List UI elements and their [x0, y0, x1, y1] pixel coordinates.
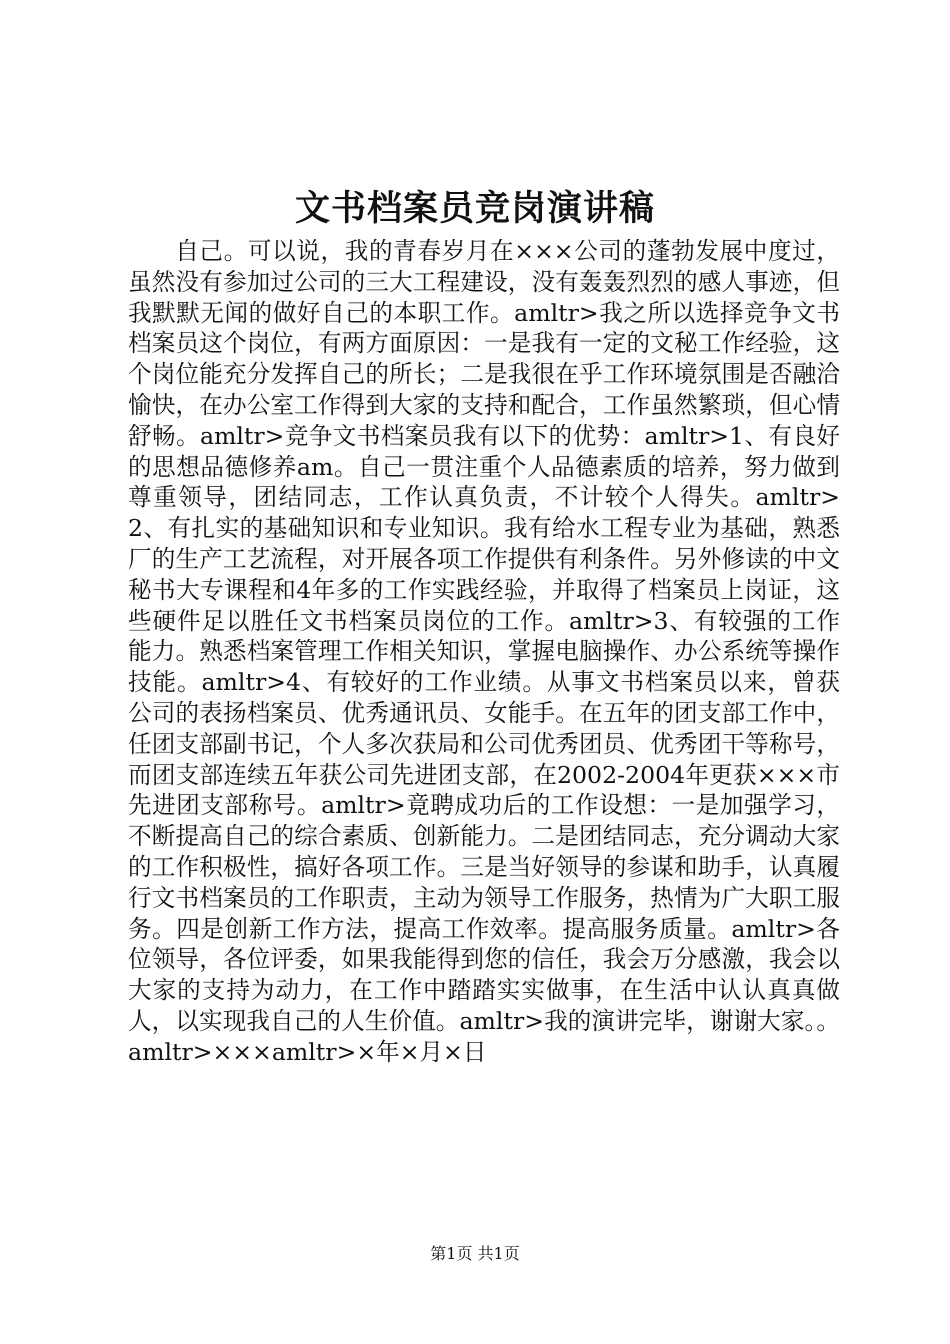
page-footer: 第1页 共1页: [430, 1244, 520, 1263]
document-body: 自己。可以说，我的青春岁月在×××公司的蓬勃发展中度过，虽然没有参加过公司的三大工程建设，没有轰轰烈烈的感人事迹，但我默默无闻的做好自己的本职工作。amltr>我之所以选择竞争文书档案员这个岗位，有两方面原因：一是我有一定的文秘工作经验，这个岗位能充分发挥自己的所长；二是我很在乎工作环境氛围是否融洽愉快，在办公室工作得到大家的支持和配合，工作虽然繁琐，但心情舒畅。amltr>竞争文书档案员我有以下的优势：amltr>1、有良好的思想品德修养am。自己一贯注重个人品德素质的培养，努力做到尊重领导，团结同志，工作认真负责，不计较个人得失。amltr>2、有扎实的基础知识和专业知识。我有给水工程专业为基础，熟悉厂的生产工艺流程，对开展各项工作提供有利条件。另外修读的中文秘书大专课程和4年多的工作实践经验，并取得了档案员上岗证，这些硬件足以胜任文书档案员岗位的工作。amltr>3、有较强的工作能力。熟悉档案管理工作相关知识，掌握电脑操作、办公系统等操作技能。amltr>4、有较好的工作业绩。从事文书档案员以来，曾获公司的表扬档案员、优秀通讯员、女能手。在五年的团支部工作中，任团支部副书记，个人多次获局和公司优秀团员、优秀团干等称号，而团支部连续五年获公司先进团支部，在2002-2004年更获×××市先进团支部称号。amltr>竟聘成功后的工作设想：一是加强学习，不断提高自己的综合素质、创新能力。二是团结同志，充分调动大家的工作积极性，搞好各项工作。三是当好领导的参谋和助手，认真履行文书档案员的工作职责，主动为领导工作服务，热情为广大职工服务。四是创新工作方法，提高工作效率。提高服务质量。amltr>各位领导，各位评委，如果我能得到您的信任，我会万分感激，我会以大家的支持为动力，在工作中踏踏实实做事，在生活中认认真真做人，以实现我自己的人生价值。amltr>我的演讲完毕，谢谢大家。。amltr>×××amltr>×年×月×日: [128, 237, 840, 1066]
document-title: 文书档案员竞岗演讲稿: [294, 188, 655, 229]
